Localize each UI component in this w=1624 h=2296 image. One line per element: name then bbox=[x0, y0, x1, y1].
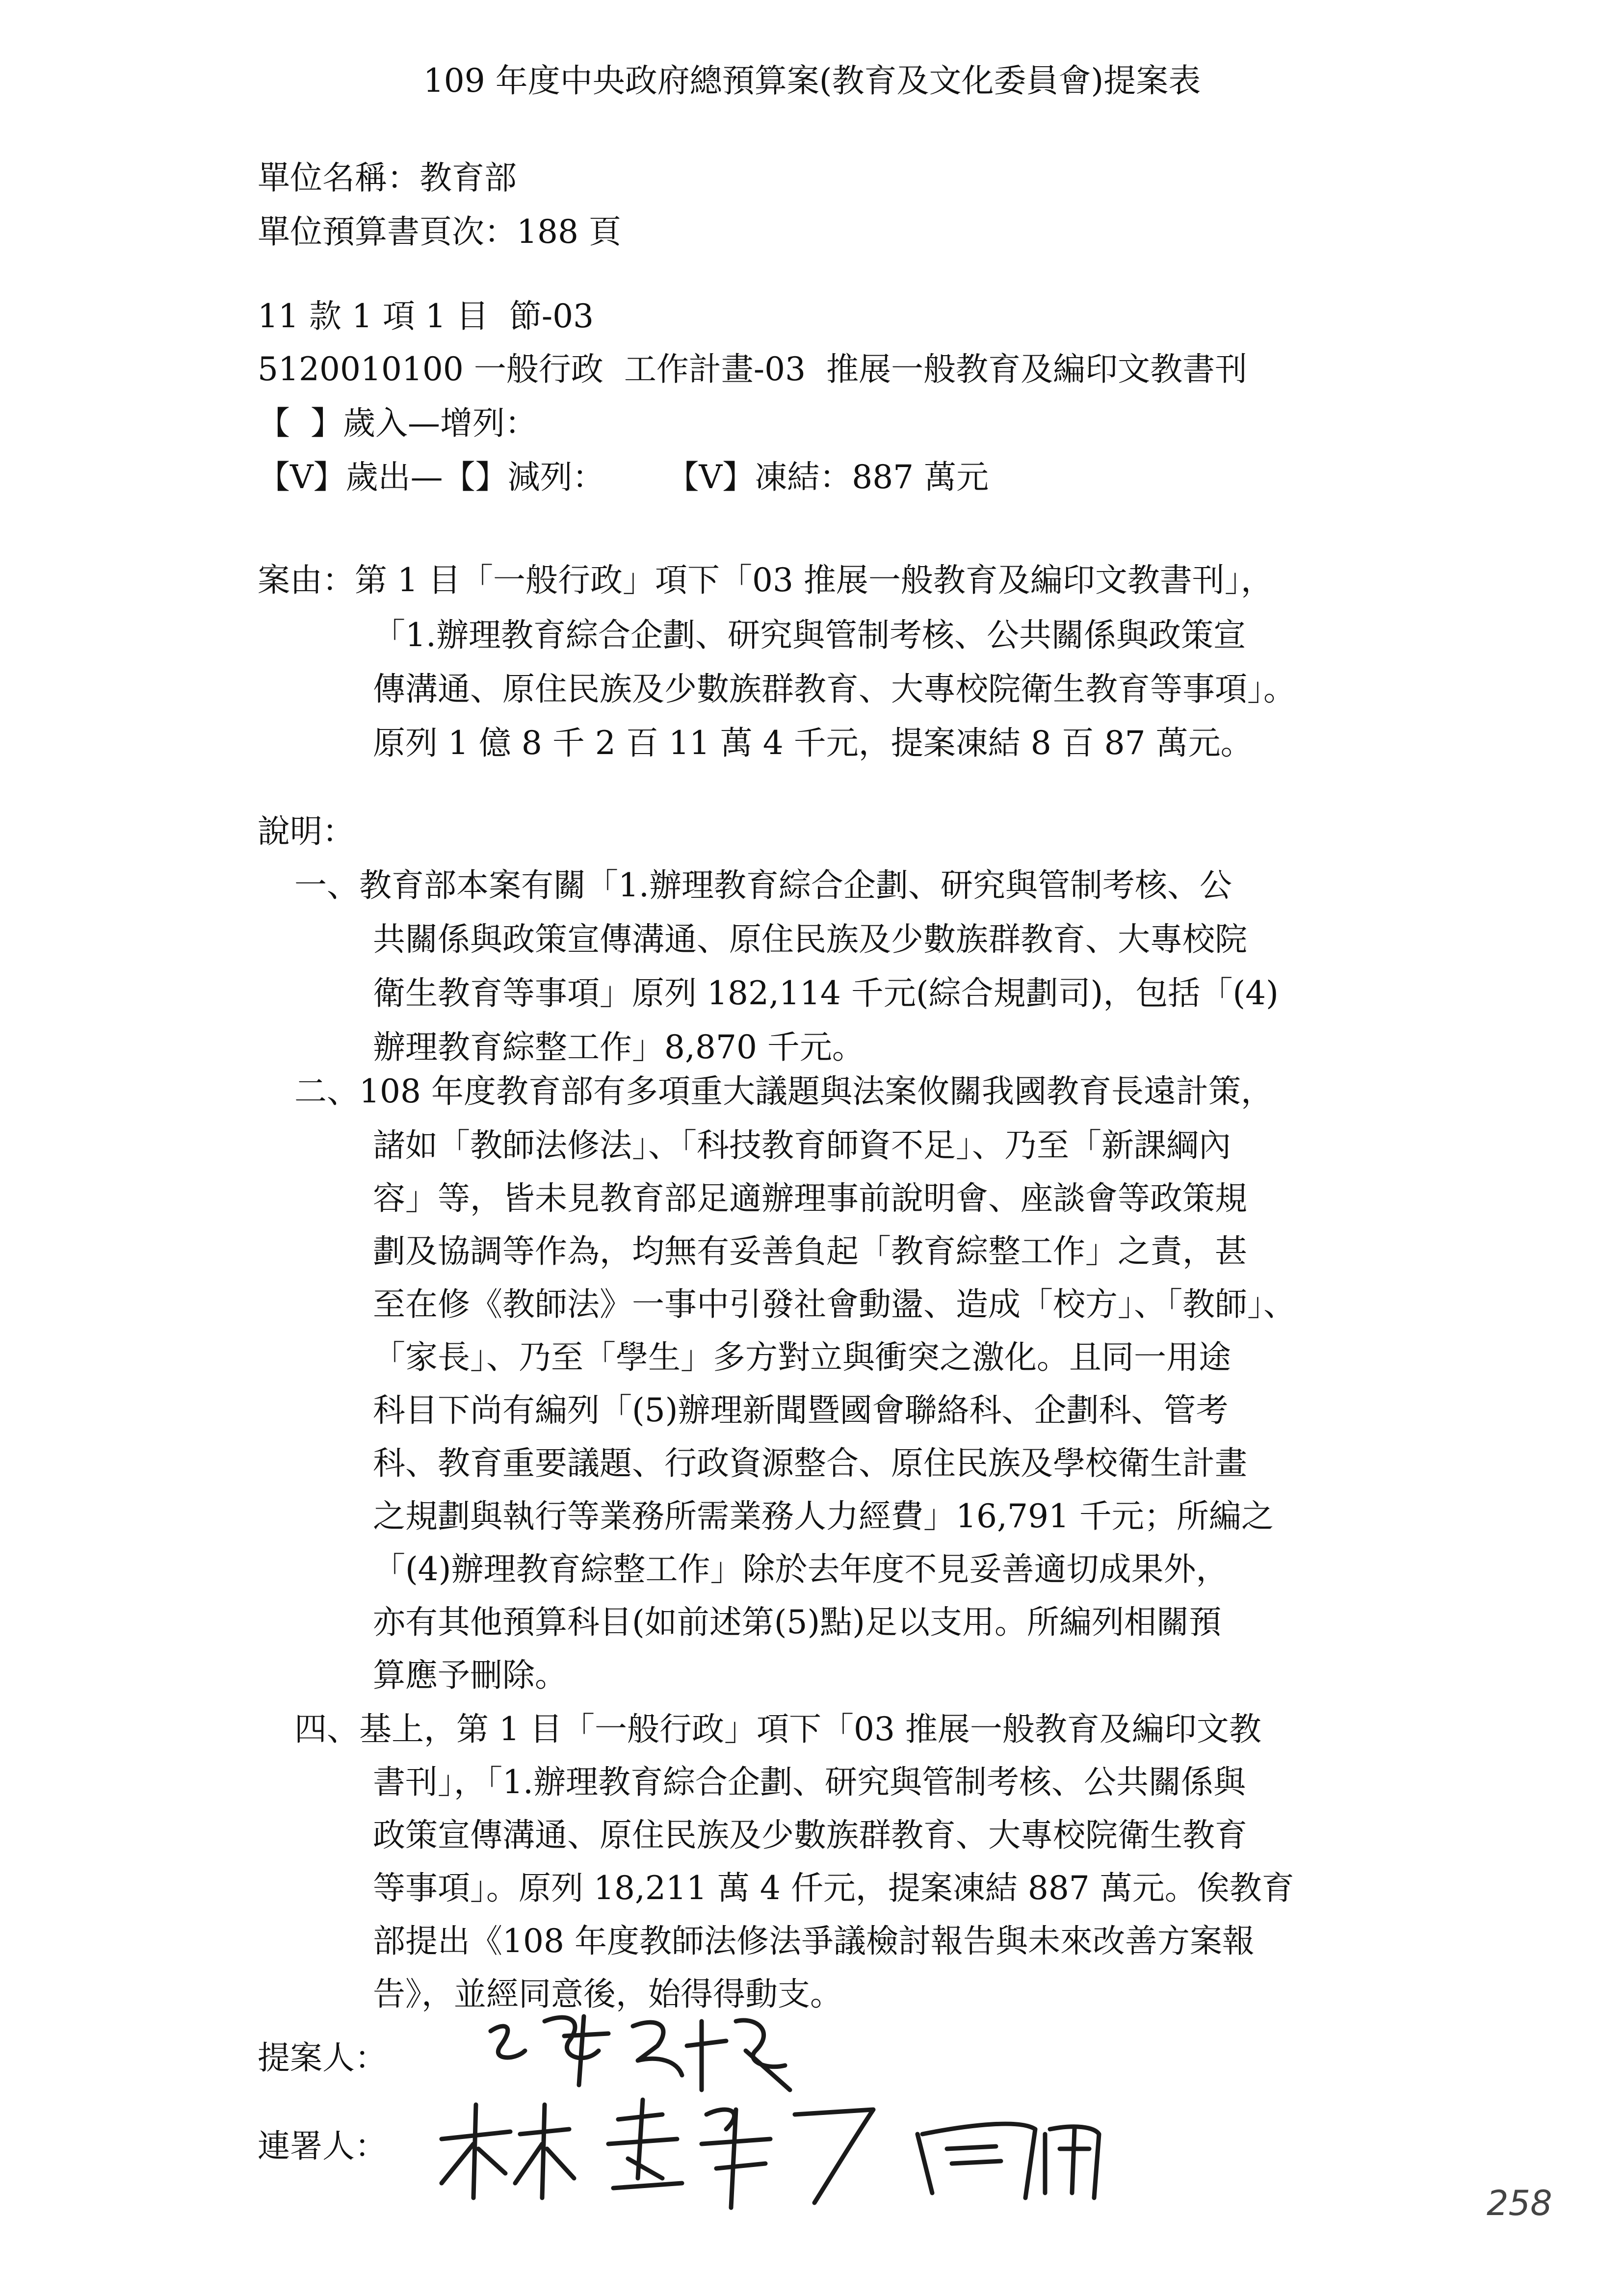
explanation-line: 二、108 年度教育部有多項重大議題與法案攸關我國教育長遠計策， bbox=[294, 1072, 1273, 1110]
explanation-line: 告》，並經同意後，始得得動支。 bbox=[373, 1975, 842, 2013]
explanation-line: 亦有其他預算科目(如前述第(5)點)足以支用。所編列相關預 bbox=[373, 1603, 1221, 1641]
cosigner-label: 連署人： bbox=[258, 2127, 387, 2165]
explanation-line: 辦理教育綜整工作」8,870 千元。 bbox=[373, 1028, 864, 1066]
explanation-line: 書刊」，「1.辦理教育綜合企劃、研究與管制考核、公共關係與 bbox=[373, 1763, 1246, 1801]
item-code: 11 款 1 項 1 目 節-03 bbox=[258, 297, 594, 335]
cosigner-signature bbox=[432, 2080, 1119, 2218]
explanation-line: 之規劃與執行等業務所需業務人力經費」16,791 千元；所編之 bbox=[373, 1497, 1274, 1535]
explanation-line: 至在修《教師法》一事中引發社會動盪、造成「校方」、「教師」、 bbox=[373, 1285, 1296, 1323]
explanation-line: 衛生教育等事項」原列 182,114 千元(綜合規劃司)，包括「(4) bbox=[373, 974, 1279, 1012]
document-title: 109 年度中央政府總預算案(教育及文化委員會)提案表 bbox=[423, 62, 1201, 100]
explanation-line: 共關係與政策宣傳溝通、原住民族及少數族群教育、大專校院 bbox=[373, 920, 1247, 958]
explanation-line: 「家長」、乃至「學生」多方對立與衝突之激化。且同一用途 bbox=[373, 1338, 1231, 1376]
case-line: 案由：第 1 目「一般行政」項下「03 推展一般教育及編印文教書刊」， bbox=[258, 561, 1273, 599]
explanation-line: 一、教育部本案有關「1.辦理教育綜合企劃、研究與管制考核、公 bbox=[294, 866, 1232, 904]
explanation-line: 算應予刪除。 bbox=[373, 1656, 567, 1694]
explanation-line: 諸如「教師法修法」、「科技教育師資不足」、乃至「新課綱內 bbox=[373, 1126, 1231, 1164]
work-plan: 5120010100 一般行政 工作計畫-03 推展一般教育及編印文教書刊 bbox=[258, 350, 1248, 388]
explanation-line: 等事項」。原列 18,211 萬 4 仟元，提案凍結 887 萬元。俟教育 bbox=[373, 1869, 1294, 1907]
case-line: 原列 1 億 8 千 2 百 11 萬 4 千元，提案凍結 8 百 87 萬元。 bbox=[373, 724, 1253, 762]
explanation-line: 部提出《108 年度教師法修法爭議檢討報告與未來改善方案報 bbox=[373, 1922, 1255, 1960]
explanation-line: 政策宣傳溝通、原住民族及少數族群教育、大專校院衛生教育 bbox=[373, 1816, 1247, 1854]
explanation-line: 「(4)辦理教育綜整工作」除於去年度不見妥善適切成果外， bbox=[373, 1550, 1229, 1588]
explanation-line: 劃及協調等作為，均無有妥善負起「教育綜整工作」之責，甚 bbox=[373, 1232, 1247, 1270]
case-line: 傳溝通、原住民族及少數族群教育、大專校院衛生教育等事項」。 bbox=[373, 670, 1296, 708]
revenue-line: 【 】歲入—增列： bbox=[258, 404, 537, 442]
explanation-heading: 說明： bbox=[258, 812, 355, 850]
explanation-line: 四、基上，第 1 目「一般行政」項下「03 推展一般教育及編印文教 bbox=[294, 1710, 1261, 1748]
explanation-line: 科目下尚有編列「(5)辦理新聞暨國會聯絡科、企劃科、管考 bbox=[373, 1391, 1229, 1429]
page-number: 258 bbox=[1487, 2183, 1552, 2223]
case-line: 「1.辦理教育綜合企劃、研究與管制考核、公共關係與政策宣 bbox=[373, 616, 1246, 654]
expenditure-line: 【V】歲出—【】減列： 【V】凍結：887 萬元 bbox=[258, 458, 989, 496]
budget-page: 單位預算書頁次：188 頁 bbox=[258, 213, 621, 251]
proposer-label: 提案人： bbox=[258, 2039, 387, 2077]
explanation-line: 科、教育重要議題、行政資源整合、原住民族及學校衛生計畫 bbox=[373, 1444, 1247, 1482]
unit-name: 單位名稱：教育部 bbox=[258, 159, 517, 197]
explanation-line: 容」等，皆未見教育部足適辦理事前說明會、座談會等政策規 bbox=[373, 1179, 1247, 1217]
